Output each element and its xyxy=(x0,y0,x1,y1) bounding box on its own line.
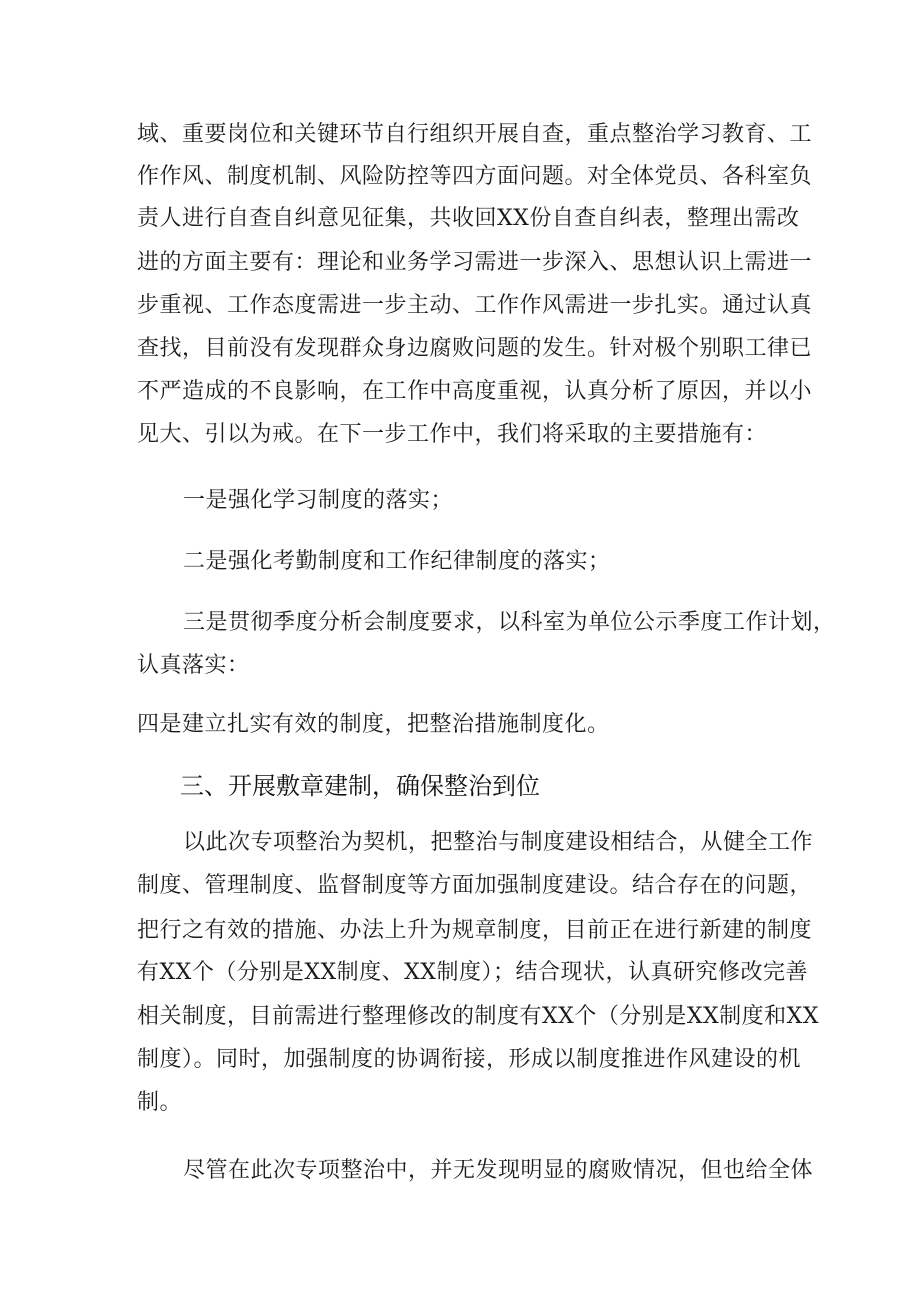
measure-item-4: 四是建立扎实有效的制度，把整治措施制度化。 xyxy=(137,712,610,737)
measure-item-3: 三是贯彻季度分析会制度要求，以科室为单位公示季度工作计划， xyxy=(183,610,836,635)
paragraph-3-line: 尽管在此次专项整治中，并无发现明显的腐败情况，但也给全体 xyxy=(183,1158,814,1183)
paragraph-1-line: 不严造成的不良影响，在工作中高度重视，认真分析了原因，并以小 xyxy=(137,379,813,404)
section-heading: 三、开展敷章建制，确保整治到位 xyxy=(180,772,540,800)
paragraph-1-line: 见大、引以为戒。在下一步工作中，我们将采取的主要措施有： xyxy=(137,422,768,447)
paragraph-1-line: 作作风、制度机制、风险防控等四方面问题。对全体党员、各科室负 xyxy=(137,164,813,189)
paragraph-1-line: 查找，目前没有发现群众身边腐败问题的发生。针对极个别职工律已 xyxy=(137,336,813,361)
paragraph-2-line: 以此次专项整治为契机，把整治与制度建设相结合，从健全工作 xyxy=(183,830,814,855)
paragraph-2-line: 制度）。同时，加强制度的协调衔接，形成以制度推进作风建设的机 xyxy=(137,1047,802,1072)
paragraph-2-line: 制度、管理制度、监督制度等方面加强制度建设。结合存在的问题， xyxy=(137,873,813,898)
measure-item-2: 二是强化考勤制度和工作纪律制度的落实； xyxy=(183,549,611,574)
measure-item-3-continued: 认真落实： xyxy=(137,653,250,678)
paragraph-2-line: 有XX个（分别是XX制度、XX制度）；结合现状，认真研究修改完善 xyxy=(137,960,808,985)
paragraph-1-line: 域、重要岗位和关键环节自行组织开展自查，重点整治学习教育、工 xyxy=(137,122,813,147)
paragraph-1-line: 步重视、工作态度需进一步主动、工作作风需进一步扎实。通过认真 xyxy=(137,293,813,318)
paragraph-2-line: 制。 xyxy=(137,1090,183,1115)
paragraph-1-line: 责人进行自查自纠意见征集，共收回XX份自查自纠表，整理出需改 xyxy=(137,206,800,231)
paragraph-2-line: 相关制度，目前需进行整理修改的制度有XX个（分别是XX制度和XX xyxy=(137,1004,819,1029)
paragraph-2-line: 把行之有效的措施、办法上升为规章制度，目前正在进行新建的制度 xyxy=(137,918,813,943)
measure-item-1: 一是强化学习制度的落实； xyxy=(183,488,454,513)
paragraph-1-line: 进的方面主要有：理论和业务学习需进一步深入、思想认识上需进一 xyxy=(137,250,813,275)
